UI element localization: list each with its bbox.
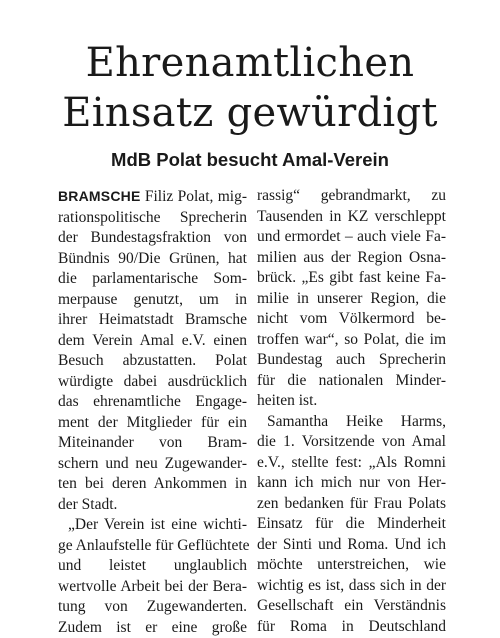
paragraph: [257, 412, 446, 638]
text-line: der Stadt.: [58, 495, 247, 516]
text-line: Gesellschaft ein Verständnis: [257, 596, 446, 617]
text-line: der Bundestagsfraktion von: [58, 228, 247, 249]
text-line: die 1. Vorsitzende von Amal: [257, 432, 446, 453]
dateline: BRAMSCHE: [58, 188, 141, 204]
text-line: e.V., stellte fest: „Als Romni: [257, 453, 446, 474]
text-line: heiten ist.: [257, 391, 446, 412]
text-line: schern und neu Zugewander-: [58, 454, 247, 475]
article-column-right: [257, 186, 446, 637]
text-line: milie in unserer Region, die: [257, 289, 446, 310]
text-line: das ehrenamtliche Engage-: [58, 392, 247, 413]
text-line: und ermordet – auch viele Fa-: [257, 227, 446, 248]
text-line: „Der Verein ist eine wichti-: [58, 515, 247, 536]
text-line: Bundestag auch Sprecherin: [257, 350, 446, 371]
text-line: Bündnis 90/Die Grünen, hat: [58, 249, 247, 270]
text-line: rationspolitische Sprecherin: [58, 208, 247, 229]
text-line: für die nationalen Minder-: [257, 371, 446, 392]
text-line: möchte unterstreichen, wie: [257, 555, 446, 576]
text-line: und leistet unglaublich: [58, 556, 247, 577]
text-line: tung von Zugewanderten.: [58, 597, 247, 618]
text-line: ten bei deren Ankommen in: [58, 474, 247, 495]
text-line: Besuch abzustatten. Polat: [58, 351, 247, 372]
headline: [0, 38, 500, 138]
paragraph: [58, 186, 247, 515]
text-line: zen bedanken für Frau Polats: [257, 494, 446, 515]
text-line: Miteinander von Bram-: [58, 433, 247, 454]
text-line: der Sinti und Roma. Und ich: [257, 535, 446, 556]
text-line: rassig“ gebrandmarkt, zu: [257, 186, 446, 207]
text-line: Samantha Heike Harms,: [257, 412, 446, 433]
text-line: BRAMSCHE Filiz Polat, mig-: [58, 186, 247, 208]
text-line: für Roma in Deutschland: [257, 617, 446, 638]
article-column-left: [58, 186, 247, 638]
headline-line-1: Ehrenamtlichen: [0, 38, 500, 88]
paragraph: [58, 515, 247, 638]
text-line: Zudem ist er eine große: [58, 618, 247, 638]
text-line: nicht vom Völkermord be-: [257, 309, 446, 330]
text-line: die parlamentarische Som-: [58, 269, 247, 290]
text-line: brück. „Es gibt fast keine Fa-: [257, 268, 446, 289]
text-line: milien aus der Region Osna-: [257, 248, 446, 269]
text-line: würdigte dabei ausdrücklich: [58, 372, 247, 393]
text-line: merpause genutzt, um in: [58, 290, 247, 311]
text-line: ihrer Heimatstadt Bramsche: [58, 310, 247, 331]
subheadline: MdB Polat besucht Amal-Verein: [0, 149, 500, 171]
text-line: ge Anlaufstelle für Geflüchtete: [58, 536, 247, 557]
text-line: Einsatz für die Minderheit: [257, 514, 446, 535]
text-line: kann ich mich nur von Her-: [257, 473, 446, 494]
text-line: dem Verein Amal e.V. einen: [58, 331, 247, 352]
headline-line-2: Einsatz gewürdigt: [0, 88, 500, 138]
text-line: troffen war“, so Polat, die im: [257, 330, 446, 351]
text-line: Tausenden in KZ verschleppt: [257, 207, 446, 228]
text-line: ment der Mitglieder für ein: [58, 413, 247, 434]
text-line: wertvolle Arbeit bei der Bera-: [58, 577, 247, 598]
paragraph: [257, 186, 446, 412]
text-line: wichtig es ist, dass sich in der: [257, 576, 446, 597]
